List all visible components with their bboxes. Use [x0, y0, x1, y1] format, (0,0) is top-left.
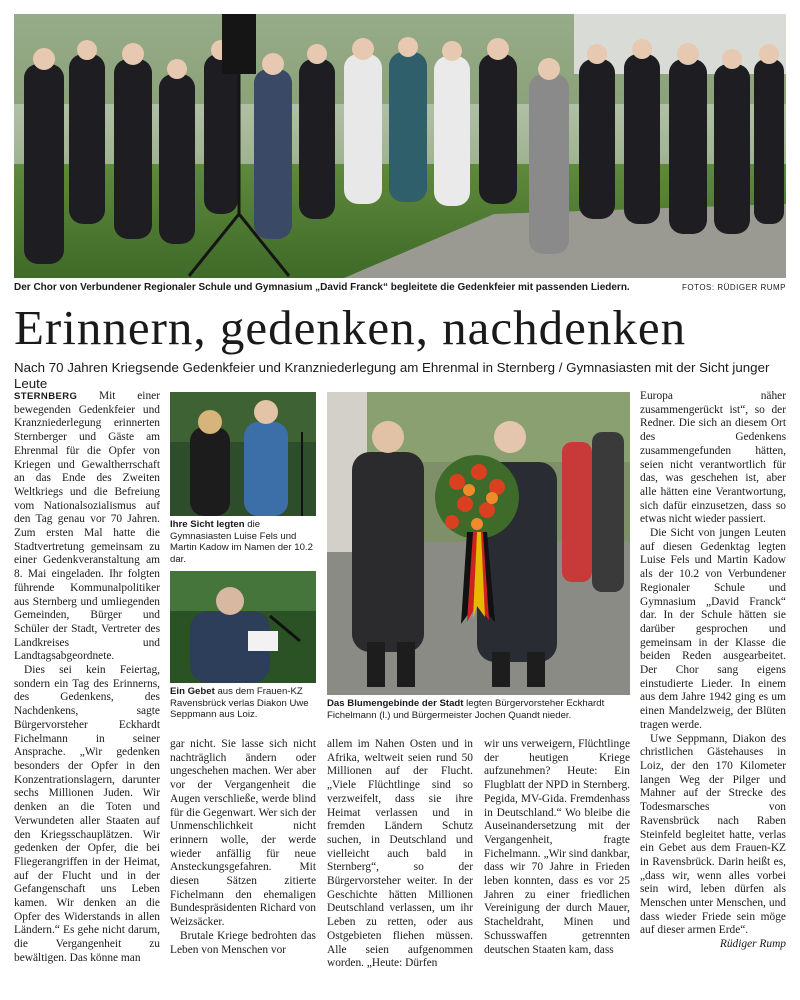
prayer-photo [170, 571, 316, 683]
dateline: STERNBERG [14, 391, 78, 402]
students-photo [170, 392, 316, 516]
article-column-2 [170, 738, 316, 957]
photo-credit: FOTOS: RÜDIGER RUMP [681, 283, 786, 292]
article-paragraph: Brutale Kriege bedrohten das Leben von Menschen vor [170, 929, 316, 956]
author-signature: Rüdiger Rump [719, 938, 786, 951]
article-paragraph: allem im Nahen Osten und in Afrika, weltweit seien rund 50 Millionen auf der Flucht. „Viele Flüchtlinge sind so verzweifelt, dass sie ihre Heimat verlassen und in fremden Ländern Schutz suchen, in Deutschland und vielleicht auch bald in Sternberg“, so der Bürgervorsteher weiter. In der Geschichte hätten Millionen Deutschland verlassen, um ihr Leben zu retten, oder aus Ostgebieten fliehen müssen. Alle seien aufgenommen worden. „Heute: Dürfen [327, 738, 473, 970]
article-paragraph: Dies sei kein Feiertag, sondern ein Tag des Erinnerns, des Gedenkens, des Nachdenkens, sagte Bürgervorsteher Eckhardt Fichelmann in seiner Ansprache. „Wir gedenken besonders der Opfer in den Konzentrationslagern, darunter sechs Millionen Juden. Wir denken an die Toten und Verwundeten aller Staaten auf den Kriegsschauplätzen. Wir gedenken der Opfer, die bei Fliegerangriffen in der Heimat, auf der Flucht und in der Gefangenschaft uns Leben kamen. Wir denken an die Opfer des Widerstands in allen Ländern.“ Es gehe nicht darum, die Vergangenheit zu bewältigen. Das könne man [14, 664, 160, 964]
article-subheadline: Nach 70 Jahren Kriegsende Gedenkfeier und Kranzniederlegung am Ehrenmal in Sternberg / Gymnasiasten mit der Sicht junger Leute [14, 360, 770, 391]
article-headline: Erinnern, gedenken, nachdenken [14, 300, 687, 355]
students-photo-caption: Ihre Sicht legten die Gymnasiasten Luise Fels und Martin Kadow im Namen der 10.2 dar. [170, 519, 313, 565]
article-paragraph: Uwe Seppmann, Diakon des christlichen Gästehauses in Loiz, der den 170 Kilometer langen Weg der Pilger und Mahner auf der Strecke des Todesmarsches von Ravensbrück nach Raben Steinfeld begleitet hatte, verlas ein Gebet aus dem Frauen-KZ in Ravensbrück. Darin heißt es, „dass wir, wenn alles vorbei sein wird, leben dürfen als Menschen unter Menschen, und dass wieder Friede sein möge auf dieser armen Erde“. [640, 732, 786, 937]
choir-photo [14, 14, 786, 278]
article-column-3 [327, 738, 473, 971]
article-paragraph: wir uns verweigern, Flüchtlinge der heutigen Kriege aufzunehmen? Heute: Ein Flugblatt der NPD in Sternberg. Pegida, MV-Gida. Fremdenhass in Deutschland.“ Wo bleibe die Auseinandersetzung mit der Vergangenheit, fragte Fichelmann. „Wir sind dankbar, dass wir 70 Jahre in Frieden leben konnten, dass es vor 25 Jahren zu einer friedlichen Vereinigung der durch Mauer, Stacheldraht, Minen und Schusswaffen getrennten deutschen Staaten kam, dass [484, 738, 630, 956]
wreath-photo [327, 392, 630, 695]
article-column-4 [484, 738, 630, 957]
wreath-photo-caption: Das Blumengebinde der Stadt legten Bürgervorsteher Eckhardt Fichelmann (l.) und Bürgermeister Jochen Quandt nieder. [327, 698, 605, 721]
article-paragraph: Europa näher zusammengerückt ist“, so der Redner. Die sich an diesem Ort des Gedenkens zusammengefunden hätten, seien nicht verantwortlich für das, was geschehen ist, aber alle hätten eine Verantwortung, sich dafür einzusetzen, dass so etwas nicht wieder passiert. [640, 390, 786, 526]
article-paragraph: gar nicht. Sie lasse sich nicht nachträglich ändern oder ungeschehen machen. Wer aber vor der Vergangenheit die Augen verschließe, werde blind für die Gegenwart. Wer sich der Unmenschlichkeit nicht erinnern wolle, der werde wieder anfällig für neue Ansteckungsgefahren. Mit diesen Sätzen zitierte Fichelmann den ehemaligen Bundespräsidenten Richard von Weizsäcker. [170, 738, 316, 929]
article-paragraph: STERNBERG Mit einer bewegenden Gedenkfeier und Kranzniederlegung erinnerten Sternberger und Gäste am Ehrenmal für die Opfer von Kriegen und Gewaltherrschaft an das Ende des Zweiten Weltkriegs und die Befreiung vom Nationalsozialismus auf den Tag genau vor 70 Jahren. Zum ersten Mal hatte die Stadtvertretung gemeinsam zu einer Gedenkveranstaltung am 8. Mai eingeladen. Ihr folgten führende Kommunalpolitiker aus Sternberg und umliegenden Gemeinden, Bürger und Schüler der Stadt, Vertreter des Landkreises und Landtagsabgeordnete. [14, 390, 160, 663]
prayer-photo-caption: Ein Gebet aus dem Frauen-KZ Ravensbrück verlas Diakon Uwe Seppmann aus Loiz. [170, 686, 309, 720]
choir-photo-caption: Der Chor von Verbundener Regionaler Schule und Gymnasium „David Franck“ begleitete die Gedenkfeier mit passenden Liedern. [14, 282, 630, 293]
article-column-5 [640, 390, 786, 952]
article-paragraph: Die Sicht von jungen Leuten auf diesen Gedenktag legten Luise Fels und Martin Kadow als der 10.2 von Verbundener Regionaler Schule und Gymnasium „David Franck“ dar. In der Schule hätten sie darüber gesprochen und gemeinsam in der Klasse die beiden Reden ausgearbeitet. Der Chor sang eigens einstudierte Lieder. In einem aus dem Jahre 1942 ging es um einen Mandelzweig, der Blüten tragen werde. [640, 527, 786, 731]
article-column-1 [14, 390, 160, 966]
